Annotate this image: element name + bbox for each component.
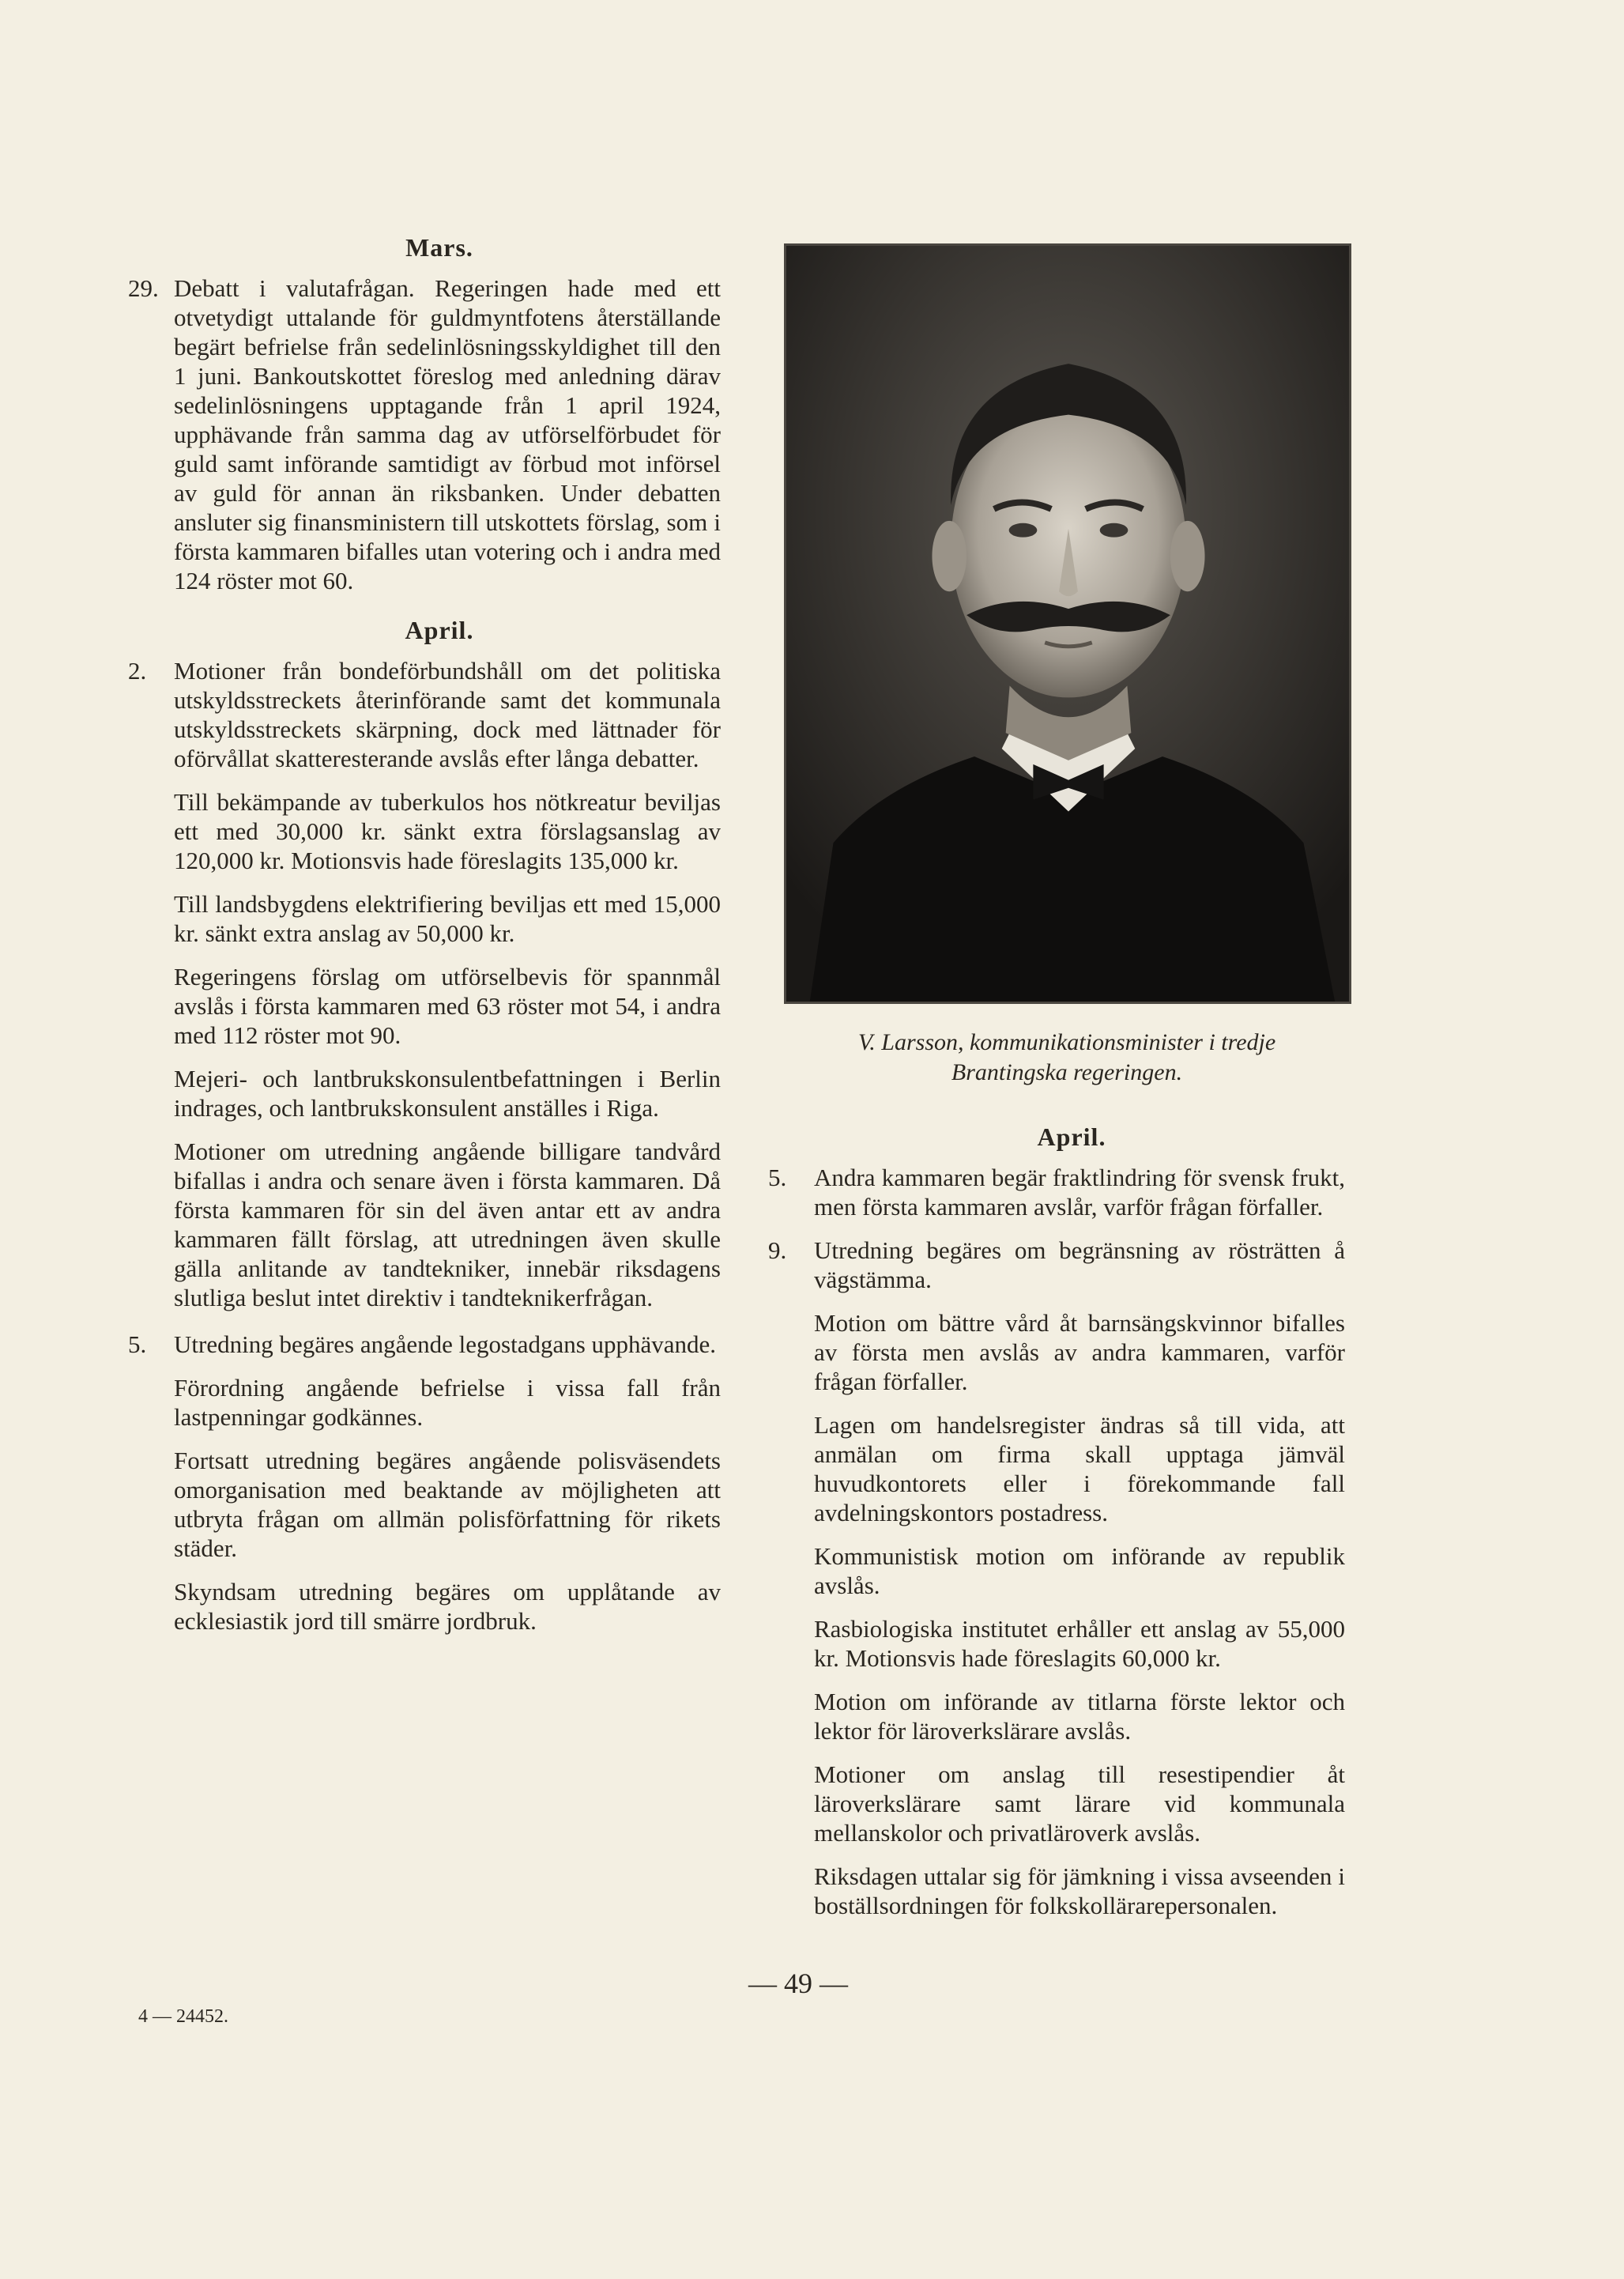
heading-mars: Mars.: [405, 233, 473, 262]
caption-line: Brantingska regeringen.: [951, 1059, 1183, 1085]
entry-april-5: [128, 1330, 721, 1359]
photo-caption: [778, 1028, 1355, 1088]
paragraph: Till bekämpande av tuberkulos hos nötkreatur beviljas ett med 30,000 kr. sänkt extra förslagsanslag av 120,000 kr. Motionsvis hade föreslagits 135,000 kr.: [174, 788, 721, 874]
portrait-image: [786, 246, 1349, 1002]
paragraph: Motion om införande av titlarna förste lektor och lektor för läroverkslärare avslås.: [814, 1688, 1345, 1745]
entry-number: 5.: [128, 1330, 147, 1358]
paragraph: Riksdagen uttalar sig för jämkning i vissa avseenden i boställsordningen för folkskollärarepersonalen.: [814, 1862, 1345, 1919]
entry-number: 2.: [128, 657, 147, 685]
right-column: [768, 1123, 1345, 1934]
paragraph: Regeringens förslag om utförselbevis för spannmål avslås i första kammaren med 63 röster mot 54, i andra med 112 röster mot 90.: [174, 963, 721, 1049]
page-number: — 49 —: [748, 1968, 848, 1999]
entry-april-2: [128, 656, 721, 773]
heading-april-right: April.: [1037, 1123, 1106, 1151]
paragraph: Kommunistisk motion om införande av republik avslås.: [814, 1542, 1345, 1599]
caption-line: V. Larsson, kommunikationsminister i tredje: [857, 1029, 1276, 1055]
left-column: [128, 233, 721, 1650]
entry-mars-29: [128, 274, 721, 595]
print-signature: 4 — 24452.: [138, 2006, 228, 2027]
paragraph: Motioner om utredning angående billigare tandvård bifallas i andra och senare även i första kammaren. Då första kammaren för sin del även antar ett av andra kammaren fällt förslag, att utredningen även skulle gälla anlitande av tandtekniker, innebär riksdagens slutliga beslut intet direktiv i tandteknikerfrågan.: [174, 1138, 721, 1311]
entry-text: Utredning begäres om begränsning av rösträtten å vägstämma.: [814, 1236, 1345, 1293]
heading-april-left: April.: [405, 616, 474, 644]
paragraph: Lagen om handelsregister ändras så till vida, att anmälan om firma skall upptaga jämväl huvudkontorets eller i förekommande fall avdelningskontors postadress.: [814, 1411, 1345, 1526]
entry-text: Andra kammaren begär fraktlindring för svensk frukt, men första kammaren avslår, varför frågan förfaller.: [814, 1164, 1345, 1221]
entry-number: 5.: [768, 1164, 787, 1191]
paragraph: Rasbiologiska institutet erhåller ett anslag av 55,000 kr. Motionsvis hade föreslagits 60,000 kr.: [814, 1615, 1345, 1672]
entry-april-9: [768, 1236, 1345, 1294]
paragraph: Mejeri- och lantbrukskonsulentbefattningen i Berlin indrages, och lantbrukskonsulent anställes i Riga.: [174, 1065, 721, 1122]
entry-text: Motioner från bondeförbundshåll om det politiska utskyldsstreckets återinförande samt det kommunala utskyldsstreckets skärpning, dock med lättnader för oförvållat skatteresterande avslås efter långa debatter.: [174, 657, 721, 772]
paragraph: Fortsatt utredning begäres angående polisväsendets omorganisation med beaktande av möjligheten att utbryta frågan om allmän polisförfattning för rikets städer.: [174, 1447, 721, 1562]
entry-text: Debatt i valutafrågan. Regeringen hade med ett otvetydigt uttalande för guldmyntfotens återställande begärt befrielse från sedelinlösningsskyldighet till den 1 juni. Bankoutskottet föreslog med anledning därav sedelinlösningens upptagande från 1 april 1924, upphävande från samma dag av utförselförbudet för guld samt införande samtidigt av förbud mot införsel av guld för annan än riksbanken. Under debatten ansluter sig finansministern till utskottets förslag, som i första kammaren bifalles utan votering och i andra med 124 röster mot 60.: [174, 274, 721, 594]
paragraph: Till landsbygdens elektrifiering beviljas ett med 15,000 kr. sänkt extra anslag av 50,000 kr.: [174, 890, 721, 947]
paragraph: Förordning angående befrielse i vissa fall från lastpenningar godkännes.: [174, 1374, 721, 1431]
portrait-photo: [784, 243, 1351, 1004]
paragraph: Motioner om anslag till resestipendier åt läroverkslärare samt lärare vid kommunala mellanskolor och privatläroverk avslås.: [814, 1760, 1345, 1847]
entry-number: 29.: [128, 274, 159, 302]
entry-number: 9.: [768, 1236, 787, 1264]
paragraph: Skyndsam utredning begäres om upplåtande av ecklesiastik jord till smärre jordbruk.: [174, 1578, 721, 1635]
entry-text: Utredning begäres angående legostadgans upphävande.: [174, 1330, 717, 1358]
entry-april-5-right: [768, 1163, 1345, 1221]
paragraph: Motion om bättre vård åt barnsängskvinnor bifalles av första men avslås av andra kammaren, varför frågan förfaller.: [814, 1309, 1345, 1395]
